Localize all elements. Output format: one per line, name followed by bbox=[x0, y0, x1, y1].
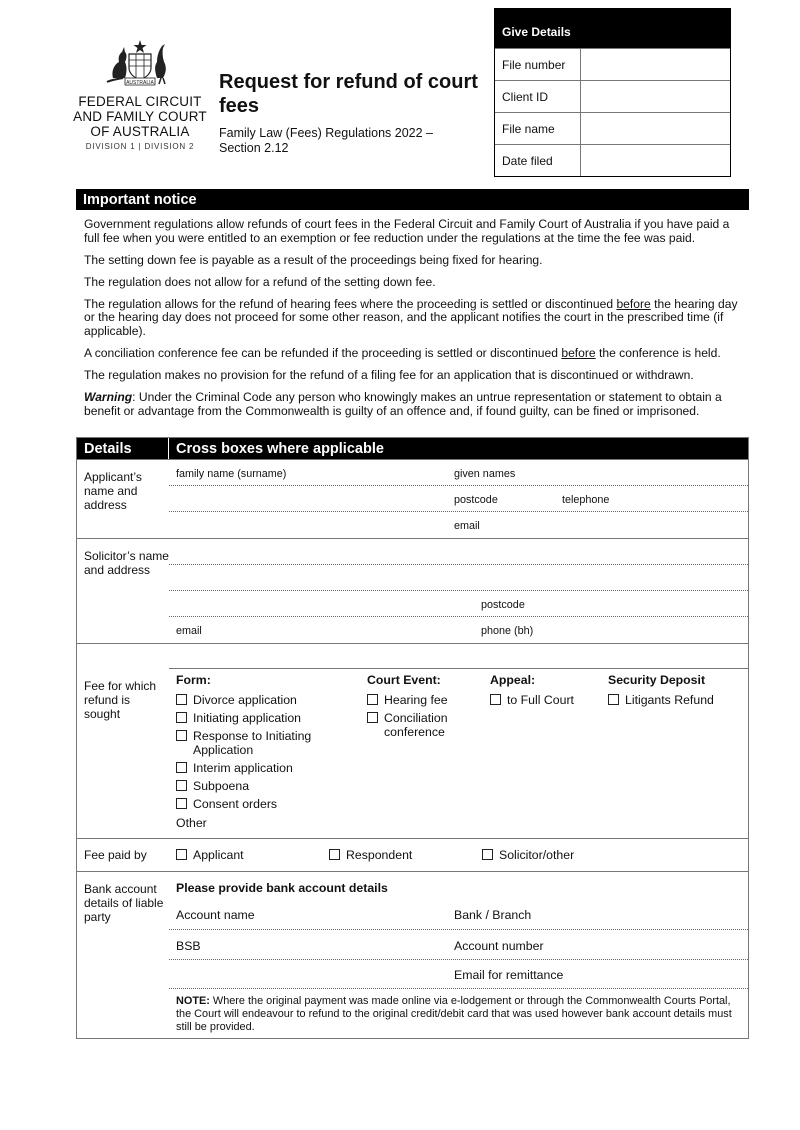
notice-text: the conference is held. bbox=[595, 346, 721, 361]
file-name-field[interactable] bbox=[581, 113, 730, 144]
applicant-fields bbox=[169, 460, 748, 538]
applicant-postcode-label: postcode bbox=[454, 494, 498, 506]
checkbox[interactable] bbox=[367, 712, 378, 723]
bank-fields bbox=[169, 872, 748, 1038]
bank-branch-label: Bank / Branch bbox=[454, 908, 532, 922]
option-label: to Full Court bbox=[507, 693, 574, 707]
file-name-label: File name bbox=[495, 113, 581, 144]
other-label: Other bbox=[176, 816, 207, 830]
notice-paragraph: Government regulations allow refunds of court fees in the Federal Circuit and Family Court of Australia if you have paid a full fee when you were entitled to an exemption or fee reduction under the regulations at the time the fee was paid. bbox=[84, 217, 730, 245]
checkbox-option[interactable] bbox=[176, 761, 356, 775]
court-event-options bbox=[367, 673, 477, 743]
applicant-label: Applicant’s name and address bbox=[84, 470, 142, 512]
checkbox-option[interactable] bbox=[176, 797, 356, 811]
solicitor-address-line[interactable] bbox=[169, 565, 748, 591]
notice-text: A conciliation conference fee can be refunded if the proceeding is settled or discontinued bbox=[84, 346, 562, 361]
logo-line-2: AND FAMILY COURT bbox=[73, 109, 207, 124]
applicant-telephone-label: telephone bbox=[562, 494, 610, 506]
option-label: Initiating application bbox=[193, 711, 302, 725]
checkbox-option[interactable] bbox=[176, 848, 244, 862]
checkbox-option[interactable] bbox=[176, 693, 356, 707]
option-label: Litigants Refund bbox=[625, 693, 714, 707]
applicant-address-line[interactable] bbox=[169, 486, 748, 512]
page-subtitle: Family Law (Fees) Regulations 2022 – Section 2.12 bbox=[219, 126, 433, 155]
fee-paid-by-options bbox=[169, 839, 748, 871]
coat-of-arms-icon bbox=[105, 38, 175, 86]
fee-options bbox=[169, 644, 748, 838]
logo-division: DIVISION 1 | DIVISION 2 bbox=[85, 142, 195, 151]
bank-line-3[interactable] bbox=[169, 960, 748, 989]
page-title: Request for refund of court fees bbox=[219, 71, 478, 117]
solicitor-contact-line[interactable] bbox=[169, 617, 748, 643]
client-id-label: Client ID bbox=[495, 81, 581, 112]
option-label: Respondent bbox=[346, 848, 413, 862]
checkbox[interactable] bbox=[176, 780, 187, 791]
fee-label: Fee for which refund is sought bbox=[84, 679, 157, 721]
notice-body bbox=[76, 210, 749, 419]
account-number-label: Account number bbox=[454, 939, 544, 953]
solicitor-postcode-label: postcode bbox=[481, 599, 525, 611]
fee-divider bbox=[169, 668, 748, 669]
notice-paragraph: The regulation makes no provision for the refund of a filing fee for an application that is discontinued or withdrawn. bbox=[84, 368, 694, 383]
notice-text: the hearing day or the hearing day does not proceed for some other reason, and the applicant notifies the court in the prescribed time (if applicable). bbox=[84, 296, 738, 339]
file-number-row bbox=[495, 48, 730, 80]
applicant-email-label: email bbox=[454, 520, 480, 532]
form-heading: Form: bbox=[176, 673, 211, 687]
solicitor-row bbox=[77, 538, 748, 643]
solicitor-name-line[interactable] bbox=[169, 539, 748, 565]
bank-label: Bank account details of liable party bbox=[84, 882, 164, 924]
checkbox[interactable] bbox=[367, 694, 378, 705]
notice-emphasis: before bbox=[561, 346, 596, 361]
checkbox[interactable] bbox=[329, 849, 340, 860]
give-details-heading: Give Details bbox=[495, 9, 730, 48]
warning-text: : Under the Criminal Code any person who knowingly makes an untrue representation or statement to obtain a benefit or advantage from the Commonwealth is guilty of an offence and, if found guilty, can be fined or imprisoned. bbox=[84, 390, 722, 418]
checkbox-option[interactable] bbox=[482, 848, 574, 862]
checkbox[interactable] bbox=[176, 798, 187, 809]
checkbox[interactable] bbox=[176, 730, 187, 741]
checkbox-option[interactable] bbox=[367, 711, 477, 739]
solicitor-phone-label: phone (bh) bbox=[481, 625, 534, 637]
checkbox-option[interactable] bbox=[176, 729, 356, 757]
checkbox-option[interactable] bbox=[490, 693, 600, 707]
logo-line-3: OF AUSTRALIA bbox=[90, 124, 190, 139]
client-id-field[interactable] bbox=[581, 81, 730, 112]
checkbox[interactable] bbox=[176, 712, 187, 723]
account-name-label: Account name bbox=[176, 908, 255, 922]
checkbox[interactable] bbox=[482, 849, 493, 860]
option-label: Consent orders bbox=[193, 797, 278, 811]
file-name-row bbox=[495, 112, 730, 144]
details-heading: Details bbox=[77, 438, 169, 459]
checkbox-option[interactable] bbox=[176, 779, 356, 793]
details-subheading: Cross boxes where applicable bbox=[176, 441, 384, 457]
details-header bbox=[77, 438, 748, 459]
notice-paragraph bbox=[84, 298, 741, 339]
bank-heading: Please provide bank account details bbox=[176, 881, 388, 895]
warning-label: Warning bbox=[84, 390, 133, 405]
applicant-email-line[interactable] bbox=[169, 512, 748, 538]
given-names-label: given names bbox=[454, 468, 516, 480]
notice-paragraph bbox=[84, 347, 741, 361]
client-id-row bbox=[495, 80, 730, 112]
option-label: Hearing fee bbox=[384, 693, 448, 707]
notice-heading: Important notice bbox=[76, 189, 749, 210]
option-label: Conciliation conference bbox=[384, 711, 448, 739]
important-notice bbox=[76, 189, 749, 427]
file-number-label: File number bbox=[495, 49, 581, 80]
form-options bbox=[176, 673, 356, 830]
option-label: Solicitor/other bbox=[499, 848, 575, 862]
security-deposit-options bbox=[608, 673, 738, 711]
give-details-box bbox=[494, 8, 731, 177]
fee-row bbox=[77, 643, 748, 838]
date-filed-field[interactable] bbox=[581, 145, 730, 176]
file-number-field[interactable] bbox=[581, 49, 730, 80]
date-filed-row bbox=[495, 144, 730, 176]
option-label: Interim application bbox=[193, 761, 293, 775]
note-label: NOTE: bbox=[176, 995, 210, 1007]
checkbox-option[interactable] bbox=[176, 711, 356, 725]
checkbox[interactable] bbox=[176, 694, 187, 705]
checkbox-option[interactable] bbox=[608, 693, 738, 707]
logo-line-1: FEDERAL CIRCUIT bbox=[78, 94, 202, 109]
appeal-heading: Appeal: bbox=[490, 673, 536, 687]
bank-line-1[interactable] bbox=[169, 894, 748, 930]
bank-line-2[interactable] bbox=[169, 930, 748, 960]
solicitor-postcode-line[interactable] bbox=[169, 591, 748, 617]
fee-paid-by-row bbox=[77, 838, 748, 871]
checkbox-option[interactable] bbox=[367, 693, 477, 707]
notice-text: The regulation allows for the refund of hearing fees where the proceeding is settled or discontinued bbox=[84, 296, 617, 311]
checkbox[interactable] bbox=[490, 694, 501, 705]
security-deposit-heading: Security Deposit bbox=[608, 673, 706, 687]
option-label: Applicant bbox=[193, 848, 244, 862]
checkbox[interactable] bbox=[176, 762, 187, 773]
warning-paragraph bbox=[84, 391, 741, 418]
email-remittance-label: Email for remittance bbox=[454, 968, 564, 982]
notice-emphasis: before bbox=[616, 296, 651, 311]
checkbox-option[interactable] bbox=[329, 848, 412, 862]
appeal-options bbox=[490, 673, 600, 711]
crest-text: AUSTRALIA bbox=[126, 80, 154, 86]
solicitor-fields bbox=[169, 539, 748, 643]
checkbox[interactable] bbox=[176, 849, 187, 860]
applicant-row bbox=[77, 459, 748, 538]
solicitor-email-label: email bbox=[176, 625, 202, 637]
court-event-heading: Court Event: bbox=[367, 673, 441, 687]
notice-paragraph: The regulation does not allow for a refund of the setting down fee. bbox=[84, 274, 436, 289]
date-filed-label: Date filed bbox=[495, 145, 581, 176]
notice-paragraph: The setting down fee is payable as a result of the proceedings being fixed for hearing. bbox=[84, 252, 543, 267]
option-label: Subpoena bbox=[193, 779, 250, 793]
option-label: Divorce application bbox=[193, 693, 297, 707]
family-name-label: family name (surname) bbox=[176, 468, 287, 480]
note-text: Where the original payment was made online via e-lodgement or through the Commonwealth Courts Portal, the Court will endeavour to refund to the original credit/debit card that was used however bank account details must still be provided. bbox=[176, 995, 732, 1033]
fee-paid-by-label: Fee paid by bbox=[84, 848, 147, 862]
checkbox[interactable] bbox=[608, 694, 619, 705]
option-label: Response to Initiating Application bbox=[193, 729, 312, 757]
bank-note bbox=[169, 989, 748, 1038]
bank-row bbox=[77, 871, 748, 1038]
solicitor-label: Solicitor’s name and address bbox=[84, 549, 169, 577]
court-logo bbox=[70, 38, 210, 151]
details-table bbox=[76, 437, 749, 1039]
applicant-name-line[interactable] bbox=[169, 460, 748, 486]
bsb-label: BSB bbox=[176, 939, 201, 953]
